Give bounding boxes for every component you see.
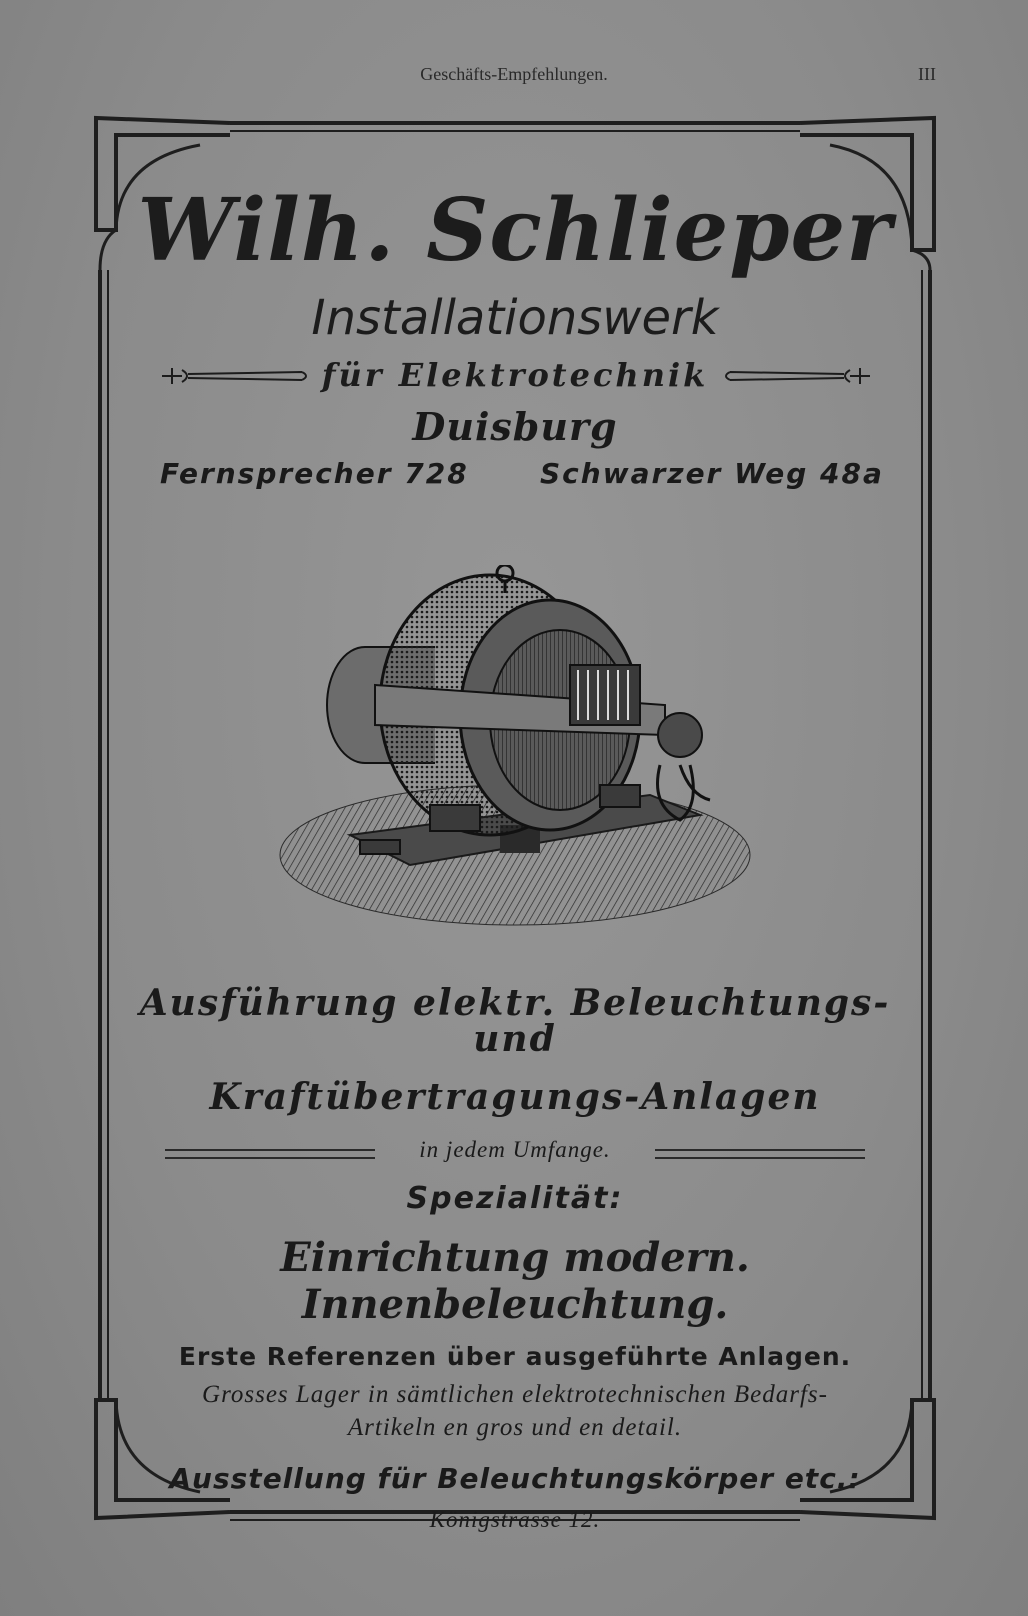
advert-header: [110, 170, 920, 499]
stock-line-2: Artikeln en gros und en detail.: [347, 1413, 683, 1441]
electric-motor-illustration: [270, 565, 760, 945]
phone-number: Fernsprecher 728: [160, 457, 469, 490]
service-line-1: Ausführung elektr. Beleuchtungs- und: [139, 982, 891, 1060]
scope-row: [110, 1135, 920, 1169]
page-number: III: [918, 64, 936, 84]
specialty-heading: Spezialität:: [406, 1181, 624, 1216]
company-name: Wilh. Schlieper: [137, 180, 893, 281]
exhibition-address: Königstrasse 12.: [429, 1507, 601, 1532]
scope-text: in jedem Umfange.: [419, 1137, 611, 1162]
right-double-rule: [655, 1149, 865, 1159]
contact-row: [110, 453, 920, 499]
subline: für Elektrotechnik: [321, 356, 709, 394]
city: Duisburg: [412, 404, 618, 449]
street-address: Schwarzer Weg 48a: [540, 457, 884, 490]
references-text: Erste Referenzen über ausgeführte Anlagen.: [178, 1342, 852, 1371]
stock-text: [110, 1379, 920, 1444]
company-subtitle: Installationswerk: [311, 290, 719, 346]
running-title: Geschäfts-Empfehlungen.: [420, 64, 608, 84]
stock-line-1: Grosses Lager in sämtlichen elektrotechnischen Bedarfs-: [202, 1381, 828, 1408]
electric-motor-icon: [270, 565, 760, 945]
subline-row: [110, 352, 920, 398]
exhibition-text: Ausstellung für Beleuchtungskörper etc.:: [169, 1462, 861, 1495]
right-flourish-icon: [720, 364, 870, 388]
advert-body: [110, 982, 920, 1533]
service-line-2: Kraftübertragungs-Anlagen: [209, 1076, 821, 1118]
specialty-text: Einrichtung modern. Innenbeleuchtung.: [280, 1234, 750, 1328]
